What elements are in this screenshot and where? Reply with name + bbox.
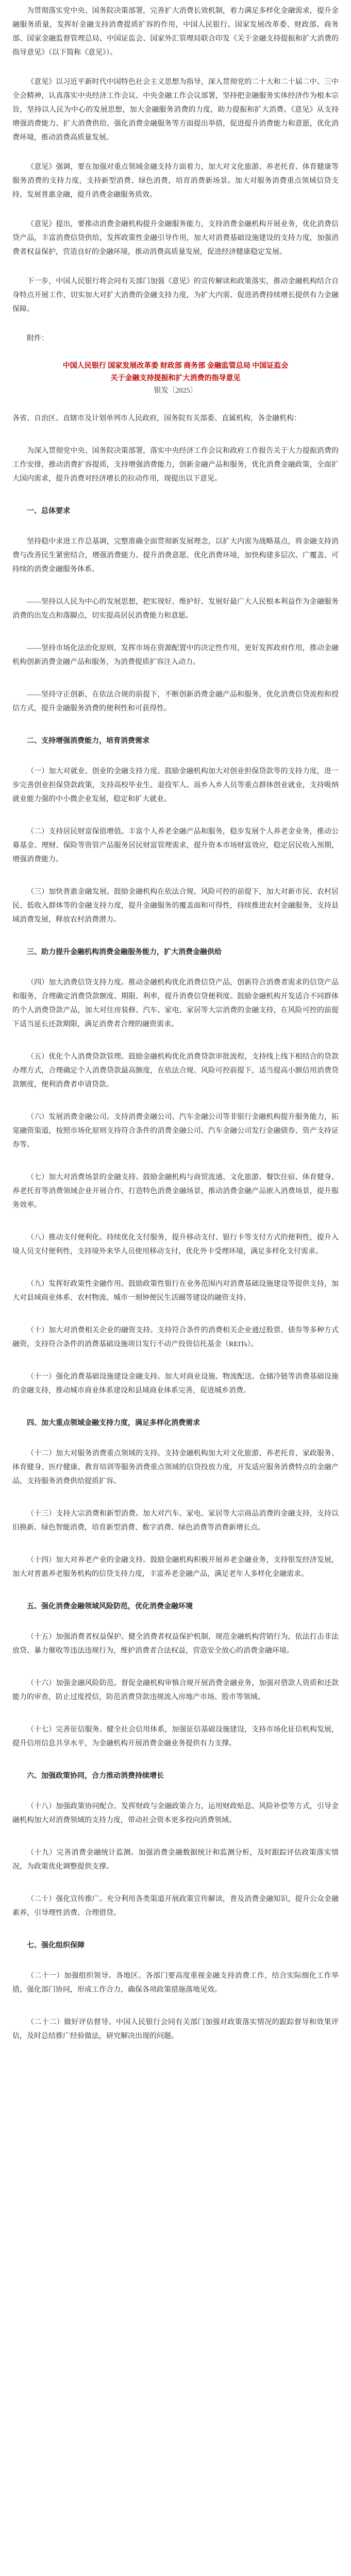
- section-paragraph: 坚持稳中求进工作总基调，完整准确全面贯彻新发展理念，以扩大内需为战略基点，将金融支持消费与改善民生紧密结合，增强消费能力、提升消费意愿、优化消费环境，加快构建多层次、广覆盖、可持续的消费金融服务体系。: [12, 538, 339, 573]
- section-paragraph: （八）推动支付便利化。持续优化支付服务，提升移动支付、银行卡等支付方式的便利性，提升入境人员支付便利性，支持境外来华人员使用移动支付，优化外卡受理环境，满足多样化支付需求。: [12, 1234, 339, 1256]
- section-paragraph: （十五）加强消费者权益保护。健全消费者权益保护机制，规范金融机构营销行为，依法打击非法放贷、暴力催收等违法违规行为，维护消费者合法权益，营造安全放心的消费金融环境。: [12, 1633, 339, 1655]
- section-paragraph: （十三）支持大宗消费和新型消费。加大对汽车、家电、家居等大宗商品消费的金融支持，支持以旧换新、绿色智能消费，培育新型消费、数字消费、绿色消费等消费新增长点。: [12, 1510, 339, 1532]
- notice-title: [12, 360, 339, 397]
- section-heading: 五、强化消费金融领域风险防范，优化消费金融环境: [27, 1603, 193, 1611]
- section-paragraph: （五）优化个人消费贷款管理。鼓励金融机构优化消费贷款审批流程，支持线上线下相结合的贷款办理方式，合理确定个人消费贷款最高额度，在依法合规、风险可控前提下，适当提高小额信用消费贷款额度，便利消费者申请贷款。: [12, 1053, 339, 1089]
- section-paragraph: （二十）强化宣传推广。充分利用各类渠道开展政策宣传解读，普及消费金融知识，提升公众金融素养，引导理性消费、合理借贷。: [12, 1895, 339, 1917]
- preface: 为深入贯彻党中央、国务院决策部署，落实中央经济工作会议和政府工作报告关于大力提振消费的工作安排，推动消费扩容提质，支持增强消费能力，创新金融产品和服务，优化消费金融政策，全面扩大国内需求，提升消费对经济增长的拉动作用，现提出以下意见。: [12, 447, 339, 483]
- section-paragraph: （二十二）做好评估督导。中国人民银行会同有关部门加强对政策落实情况的跟踪督导和效果评估，及时总结推广经验做法，研究解决出现的问题。: [12, 2019, 339, 2040]
- section-heading: 二、支持增强消费能力，培育消费需求: [27, 737, 149, 745]
- section-paragraph: （三）加快普惠金融发展。鼓励金融机构在依法合规、风险可控的前提下，加大对新市民、农村居民、低收入群体等的金融支持力度，提升金融服务的覆盖面和可得性，持续推进农村金融服务，支持县域消费发展，释放农村消费潜力。: [12, 888, 339, 924]
- intro-paragraph: 《意见》以习近平新时代中国特色社会主义思想为指导，深入贯彻党的二十大和二十届二中、三中全会精神，认真落实中央经济工作会议、中央金融工作会议部署，坚持把金融服务实体经济作为根本宗旨，坚持以人民为中心的发展思想，加大金融服务消费的力度，助力提振和扩大消费。《意见》从支持增强消费能力、扩大消费供给、强化消费金融服务等方面提出举措，促进提升消费能力和意愿，优化消费环境，推动消费高质量发展。: [12, 78, 339, 142]
- section-paragraph: （十二）加大对服务消费重点领域的支持。支持金融机构加大对文化旅游、养老托育、家政服务、体育健身、医疗健康、教育培训等服务消费重点领域的信贷投放力度，开发适应服务消费特点的金融产品，支持服务消费供给提质扩容。: [12, 1450, 339, 1485]
- section-paragraph: ——坚持以人民为中心的发展思想，把实现好、维护好、发展好最广大人民根本利益作为金融服务消费的出发点和落脚点，切实提高居民消费能力和意愿。: [12, 598, 339, 620]
- section-heading: 六、加强政策协同，合力推动消费持续增长: [27, 1772, 164, 1780]
- section-paragraph: （十九）完善消费金融统计监测。加强消费金融数据统计和监测分析，及时跟踪评估政策落实情况，为政策优化调整提供支撑。: [12, 1849, 339, 1871]
- section-paragraph: （十）加大对消费相关企业的融资支持。支持符合条件的消费相关企业通过股票、债券等多种方式融资，支持符合条件的消费基础设施项目发行不动产投资信托基金（REITs）。: [12, 1327, 339, 1348]
- section-paragraph: （二）支持居民财富保值增值。丰富个人养老金融产品和服务，稳步发展个人养老金业务，推动公募基金、理财、保险等资管产品服务居民财富管理需求，提升资本市场财富效应，稳定居民收入预期，增强消费能力。: [12, 828, 339, 863]
- sections: [12, 504, 339, 2043]
- attachment-label: 附件：: [27, 335, 48, 343]
- section-paragraph: （一）加大对就业、创业的金融支持力度。鼓励金融机构加大对创业担保贷款等的支持力度，进一步完善创业担保贷款政策，支持高校毕业生、退役军人、返乡入乡人员等重点群体创业就业，支持吸纳就业能力强的中小微企业发展，稳定和扩大就业。: [12, 768, 339, 803]
- intro-paragraph: 《意见》强调，要在加强对重点领域金融支持方面着力，加大对文化旅游、养老托育、体育健康等服务消费的支持力度，支持新型消费、绿色消费，培育消费新场景。加大对服务消费重点领域信贷支持，发展普惠金融，提升消费金融服务质效。: [12, 163, 339, 199]
- section-paragraph: （十六）加强金融风险防范。督促金融机构审慎合规开展消费金融业务，加强对借款人资质和还款能力的审查，防止过度授信，防范消费贷款违规流入房地产市场、股市等领域。: [12, 1680, 339, 1701]
- section-paragraph: （四）加大消费信贷支持力度。推动金融机构优化消费信贷产品，创新符合消费者需求的信贷产品和服务，合理确定消费贷款额度、期限、利率，提升消费信贷便利度。鼓励金融机构开发适合不同群体的个人消费贷款产品，加大对住房装修、汽车、家电、家居等大宗消费的金融支持，在风险可控的前提下适当延长还款期限，满足消费者合理的融资需求。: [12, 979, 339, 1028]
- section-heading: 七、强化组织保障: [27, 1942, 85, 1950]
- section-paragraph: ——坚持守正创新，在依法合规的前提下，不断创新消费金融产品和服务，优化消费信贷流程和授信方式，提升金融服务消费的便利性和可获得性。: [12, 691, 339, 713]
- notice-title-line: 中国人民银行 国家发展改革委 财政部 商务部 金融监管总局 中国证监会: [62, 362, 289, 370]
- section-heading: 四、加大重点领域金融支持力度，满足多样化消费需求: [27, 1419, 200, 1427]
- section-paragraph: （九）发挥好政策性金融作用。鼓励政策性银行在业务范围内对消费基础设施建设等提供支持，加大对县域商业体系、农村物流、城市一刻钟便民生活圈等建设的融资支持。: [12, 1280, 339, 1302]
- section-paragraph: ——坚持市场化法治化原则，发挥市场在资源配置中的决定性作用，更好发挥政府作用，推动金融机构创新消费金融产品和服务，为消费提质扩容注入动力。: [12, 645, 339, 666]
- intro-paragraph: 为贯彻落实党中央、国务院决策部署，完善扩大消费长效机制，着力满足多样化金融需求，提升金融服务质量，发挥好金融支持消费提质扩容的作用，中国人民银行、国家发展改革委、财政部、商务部、国家金融监督管理总局、中国证监会、国家外汇管理局联合印发《关于金融支持提振和扩大消费的指导意见》（以下简称《意见》）。: [12, 7, 339, 57]
- section-paragraph: （十四）加大对养老产业的金融支持。鼓励金融机构积极开展养老金融业务，支持银发经济发展，加大对普惠养老服务机构的信贷支持力度，丰富养老金融产品，满足老年人多样化金融需求。: [12, 1556, 339, 1578]
- intro-paragraph: 《意见》提出，要推动消费金融机构提升金融服务能力，支持消费金融机构开展业务，优化消费信贷产品，丰富消费信贷供给，发挥政策性金融引导作用，加大对消费基础设施建设的支持力度，加强消费者权益保护，营造良好的金融环境，推动消费高质量发展，促进经济健康稳定发展。: [12, 221, 339, 256]
- section-paragraph: （二十一）加强组织领导。各地区、各部门要高度重视金融支持消费工作，结合实际细化工作举措，强化部门协同，形成工作合力，确保各项政策措施落地见效。: [12, 1972, 339, 1994]
- section-paragraph: （十一）强化消费基础设施建设金融支持。加大对商业设施、物流配送、仓储冷链等消费基础设施的金融支持，推动城市商业体系建设和县域商业体系完善，促进城乡消费。: [12, 1373, 339, 1395]
- intro-section: [12, 4, 339, 316]
- section-heading: 三、助力提升金融机构消费金融服务能力，扩大消费金融供给: [27, 948, 222, 956]
- section-heading: 一、总体要求: [27, 507, 70, 515]
- section-paragraph: （十八）加强政策协同配合。发挥财政与金融政策合力，运用财政贴息、风险补偿等方式，引导金融机构加大对消费领域的支持力度，带动社会资本更多投向消费领域。: [12, 1803, 339, 1824]
- section-paragraph: （六）发展消费金融公司。支持消费金融公司、汽车金融公司等非银行金融机构提升服务能力，拓宽融资渠道，按照市场化原则支持符合条件的消费金融公司、汽车金融公司发行金融债券、资产支持证券等。: [12, 1113, 339, 1149]
- recipient: 各省、自治区、直辖市及计划单列市人民政府，国务院有关部委、直属机构，各金融机构：: [12, 415, 301, 422]
- intro-paragraph: 下一步，中国人民银行将会同有关部门加强《意见》的宣传解读和政策落实，推动金融机构结合自身特点开展工作，切实加大对扩大消费的金融支持力度，为扩大内需、促进消费持续增长提供有力金融保障。: [12, 278, 339, 313]
- notice-doc-number: 银发〔2025〕: [154, 387, 197, 395]
- section-paragraph: （十七）完善征信服务。健全社会信用体系，加强征信基础设施建设，支持市场化征信机构发展，提升信用信息共享水平，为金融机构开展消费金融业务提供有力支撑。: [12, 1726, 339, 1748]
- notice-title-line: 关于金融支持提振和扩大消费的指导意见: [110, 375, 241, 382]
- section-paragraph: （七）加大对消费场景的金融支持。鼓励金融机构与商贸流通、文化旅游、餐饮住宿、体育健身、养老托育等消费领域企业开展合作，打造特色消费金融场景，推动消费金融产品嵌入消费场景，提升服务效率。: [12, 1174, 339, 1209]
